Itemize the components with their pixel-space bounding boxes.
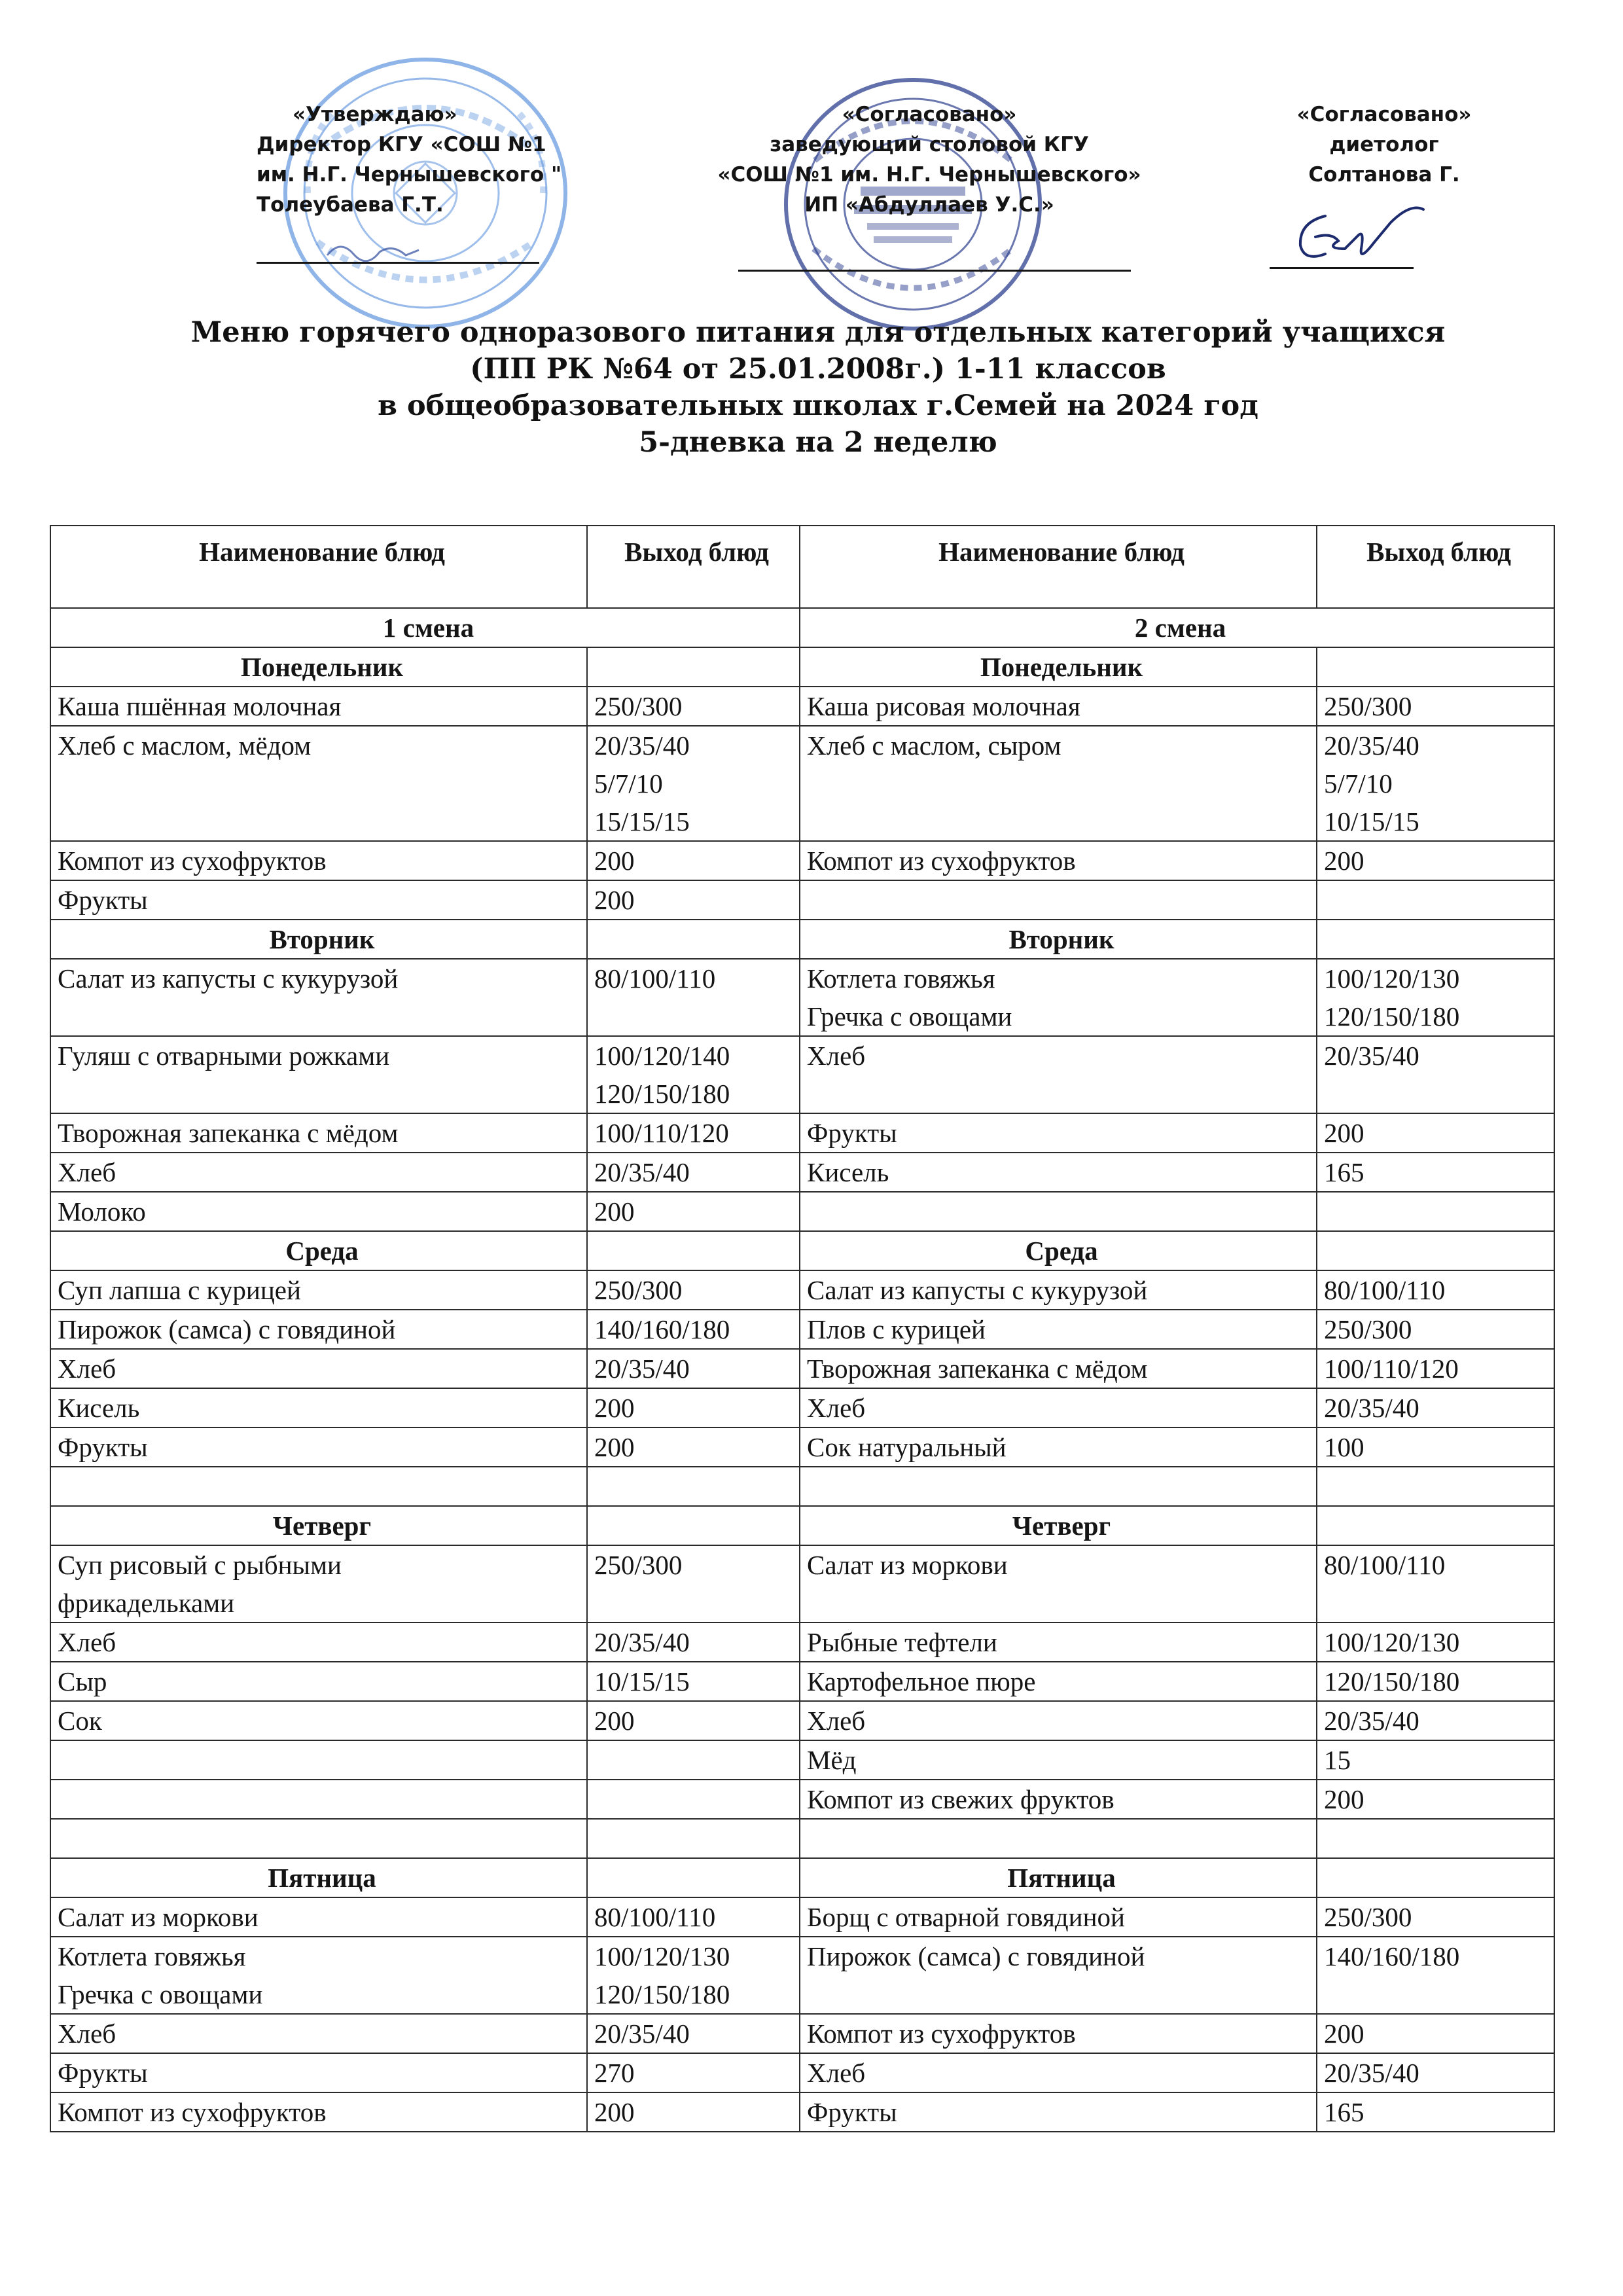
- dish-yield-shift-1: 200: [587, 1192, 800, 1231]
- dish-yield-shift-2: 20/35/40: [1317, 1036, 1554, 1113]
- director-signature-icon: [321, 236, 425, 268]
- header-dish-yield: Выход блюд: [1317, 526, 1554, 608]
- table-row: [50, 1662, 1554, 1701]
- day-label-shift-2: Четверг: [800, 1506, 1317, 1545]
- dish-name-shift-1: Молоко: [50, 1192, 587, 1231]
- empty-cell: [1317, 1858, 1554, 1897]
- dish-name-shift-1: Котлета говяжья Гречка с овощами: [50, 1937, 587, 2014]
- dish-yield-shift-2: 100/110/120: [1317, 1349, 1554, 1388]
- table-row: [50, 1545, 1554, 1623]
- dish-yield-shift-1: 250/300: [587, 687, 800, 726]
- dish-name-shift-1: Хлеб: [50, 1153, 587, 1192]
- dish-name-shift-2: Хлеб: [800, 1701, 1317, 1740]
- dish-yield-shift-2: 250/300: [1317, 687, 1554, 726]
- day-row: [50, 647, 1554, 687]
- header-dish-name: Наименование блюд: [800, 526, 1317, 608]
- dish-name-shift-1: Фрукты: [50, 1427, 587, 1467]
- dish-name-shift-1: Гуляш с отварными рожками: [50, 1036, 587, 1113]
- table-row: [50, 1897, 1554, 1937]
- dish-name-shift-2: Картофельное пюре: [800, 1662, 1317, 1701]
- day-label-shift-2: Пятница: [800, 1858, 1317, 1897]
- dish-name-shift-2: Хлеб: [800, 2053, 1317, 2092]
- dish-name-shift-1: [50, 1740, 587, 1780]
- empty-cell: [1317, 920, 1554, 959]
- approval-heading: «Согласовано»: [1296, 103, 1472, 126]
- dish-yield-shift-1: 100/120/140 120/150/180: [587, 1036, 800, 1113]
- table-row: [50, 1937, 1554, 2014]
- table-row: [50, 1780, 1554, 1819]
- empty-cell: [587, 1858, 800, 1897]
- empty-cell: [587, 647, 800, 687]
- table-row: [50, 687, 1554, 726]
- table-row: [50, 1701, 1554, 1740]
- dish-name-shift-2: Мёд: [800, 1740, 1317, 1780]
- dish-yield-shift-2: 80/100/110: [1317, 1270, 1554, 1310]
- title-line: 5-дневка на 2 неделю: [639, 426, 997, 459]
- dish-name-shift-2: Хлеб с маслом, сыром: [800, 726, 1317, 841]
- dish-yield-shift-1: 80/100/110: [587, 1897, 800, 1937]
- dish-name-shift-2: Фрукты: [800, 2092, 1317, 2132]
- dish-yield-shift-2: 200: [1317, 841, 1554, 880]
- dish-name-shift-2: Рыбные тефтели: [800, 1623, 1317, 1662]
- dish-yield-shift-1: 20/35/40: [587, 1153, 800, 1192]
- approval-organization: «СОШ №1 им. Н.Г. Чернышевского»: [717, 163, 1141, 187]
- dish-yield-shift-2: 200: [1317, 1780, 1554, 1819]
- table-row: [50, 1388, 1554, 1427]
- dish-yield-shift-2: 140/160/180: [1317, 1937, 1554, 2014]
- empty-cell: [1317, 1506, 1554, 1545]
- dish-name-shift-1: Хлеб: [50, 1623, 587, 1662]
- shift-row: [50, 608, 1554, 647]
- dish-name-shift-1: Хлеб: [50, 2014, 587, 2053]
- approval-position: Директор КГУ «СОШ №1: [257, 133, 546, 156]
- header-dish-yield: Выход блюд: [587, 526, 800, 608]
- approval-position: диетолог: [1329, 133, 1439, 156]
- dish-yield-shift-1: 200: [587, 1701, 800, 1740]
- dish-name-shift-2: Сок натуральный: [800, 1427, 1317, 1467]
- dish-yield-shift-2: [1317, 1192, 1554, 1231]
- empty-cell: [587, 920, 800, 959]
- approval-heading: «Утверждаю»: [293, 103, 457, 126]
- dish-name-shift-2: Компот из сухофруктов: [800, 841, 1317, 880]
- dish-name-shift-1: Компот из сухофруктов: [50, 2092, 587, 2132]
- approval-person: Толеубаева Г.Т.: [257, 193, 444, 217]
- dish-yield-shift-1: 200: [587, 880, 800, 920]
- dish-name-shift-1: Суп лапша с курицей: [50, 1270, 587, 1310]
- day-label-shift-2: Вторник: [800, 920, 1317, 959]
- dish-yield-shift-2: 20/35/40: [1317, 1388, 1554, 1427]
- table-row: [50, 880, 1554, 920]
- empty-cell: [587, 1506, 800, 1545]
- title-line: Меню горячего одноразового питания для отдельных категорий учащихся: [190, 316, 1446, 349]
- dish-name-shift-2: Салат из моркови: [800, 1545, 1317, 1623]
- dish-yield-shift-2: [1317, 1819, 1554, 1858]
- dish-yield-shift-2: 100: [1317, 1427, 1554, 1467]
- empty-cell: [587, 1231, 800, 1270]
- day-label-shift-2: Среда: [800, 1231, 1317, 1270]
- table-row: [50, 841, 1554, 880]
- dish-yield-shift-2: 250/300: [1317, 1310, 1554, 1349]
- dish-name-shift-2: [800, 880, 1317, 920]
- menu-table-body: [50, 608, 1554, 2132]
- approval-position: заведующий столовой КГУ: [770, 133, 1089, 156]
- dish-name-shift-1: Компот из сухофруктов: [50, 841, 587, 880]
- dish-name-shift-2: Компот из свежих фруктов: [800, 1780, 1317, 1819]
- menu-table: [50, 525, 1555, 2132]
- dish-name-shift-2: [800, 1467, 1317, 1506]
- dish-yield-shift-1: 100/110/120: [587, 1113, 800, 1153]
- dish-name-shift-1: [50, 1780, 587, 1819]
- dish-name-shift-2: Плов с курицей: [800, 1310, 1317, 1349]
- dish-yield-shift-2: 200: [1317, 1113, 1554, 1153]
- dish-yield-shift-2: 100/120/130: [1317, 1623, 1554, 1662]
- dish-name-shift-1: [50, 1819, 587, 1858]
- dish-name-shift-1: Каша пшённая молочная: [50, 687, 587, 726]
- dish-name-shift-1: Сок: [50, 1701, 587, 1740]
- dish-name-shift-1: Кисель: [50, 1388, 587, 1427]
- dish-yield-shift-2: 20/35/40 5/7/10 10/15/15: [1317, 726, 1554, 841]
- table-row: [50, 1310, 1554, 1349]
- dish-yield-shift-1: 270: [587, 2053, 800, 2092]
- dish-yield-shift-1: 80/100/110: [587, 959, 800, 1036]
- dish-name-shift-2: Каша рисовая молочная: [800, 687, 1317, 726]
- dietitian-signature-icon: [1286, 196, 1436, 268]
- table-row: [50, 1192, 1554, 1231]
- dish-name-shift-2: Творожная запеканка с мёдом: [800, 1349, 1317, 1388]
- dish-yield-shift-2: 80/100/110: [1317, 1545, 1554, 1623]
- day-label-shift-1: Вторник: [50, 920, 587, 959]
- dish-yield-shift-2: 20/35/40: [1317, 2053, 1554, 2092]
- dish-yield-shift-2: 200: [1317, 2014, 1554, 2053]
- table-row: [50, 959, 1554, 1036]
- dish-name-shift-1: Салат из капусты с кукурузой: [50, 959, 587, 1036]
- dish-yield-shift-1: 20/35/40: [587, 1349, 800, 1388]
- table-row: [50, 2014, 1554, 2053]
- header-dish-name: Наименование блюд: [50, 526, 587, 608]
- dish-name-shift-2: Хлеб: [800, 1388, 1317, 1427]
- title-line: в общеобразовательных школах г.Семей на 2024 год: [378, 389, 1258, 422]
- table-row: [50, 1349, 1554, 1388]
- dish-yield-shift-2: 165: [1317, 2092, 1554, 2132]
- dish-name-shift-2: Салат из капусты с кукурузой: [800, 1270, 1317, 1310]
- table-row: [50, 1270, 1554, 1310]
- approval-person: ИП «Абдуллаев У.С.»: [804, 193, 1054, 217]
- dish-yield-shift-1: 20/35/40 5/7/10 15/15/15: [587, 726, 800, 841]
- dish-yield-shift-2: [1317, 1467, 1554, 1506]
- day-label-shift-1: Понедельник: [50, 647, 587, 687]
- shift-2-label: 2 смена: [800, 608, 1554, 647]
- dish-yield-shift-1: 20/35/40: [587, 1623, 800, 1662]
- dish-yield-shift-1: 200: [587, 1388, 800, 1427]
- table-row: [50, 1623, 1554, 1662]
- dish-yield-shift-2: 20/35/40: [1317, 1701, 1554, 1740]
- dish-name-shift-1: Хлеб: [50, 1349, 587, 1388]
- dish-name-shift-2: [800, 1819, 1317, 1858]
- day-label-shift-1: Четверг: [50, 1506, 587, 1545]
- dish-yield-shift-1: 140/160/180: [587, 1310, 800, 1349]
- table-row: [50, 2053, 1554, 2092]
- dish-yield-shift-1: [587, 1740, 800, 1780]
- dish-name-shift-1: Пирожок (самса) с говядиной: [50, 1310, 587, 1349]
- dish-name-shift-1: Творожная запеканка с мёдом: [50, 1113, 587, 1153]
- table-row: [50, 1427, 1554, 1467]
- dish-yield-shift-1: 200: [587, 1427, 800, 1467]
- document-title: [105, 314, 1531, 461]
- dish-name-shift-2: Фрукты: [800, 1113, 1317, 1153]
- dish-yield-shift-1: [587, 1819, 800, 1858]
- signature-line: [738, 270, 1131, 272]
- table-header-row: [50, 526, 1554, 608]
- dish-name-shift-1: Суп рисовый с рыбными фрикадельками: [50, 1545, 587, 1623]
- approval-director: [257, 99, 562, 220]
- day-row: [50, 1858, 1554, 1897]
- dish-yield-shift-2: 120/150/180: [1317, 1662, 1554, 1701]
- dish-name-shift-1: Салат из моркови: [50, 1897, 587, 1937]
- dish-name-shift-2: Компот из сухофруктов: [800, 2014, 1317, 2053]
- title-line: (ПП РК №64 от 25.01.2008г.) 1-11 классов: [470, 353, 1166, 386]
- dish-yield-shift-1: 10/15/15: [587, 1662, 800, 1701]
- approval-heading: «Согласовано»: [842, 103, 1017, 126]
- dish-name-shift-2: Хлеб: [800, 1036, 1317, 1113]
- dish-yield-shift-2: 165: [1317, 1153, 1554, 1192]
- table-row: [50, 1113, 1554, 1153]
- dish-name-shift-1: Фрукты: [50, 2053, 587, 2092]
- empty-cell: [1317, 647, 1554, 687]
- table-row: [50, 1153, 1554, 1192]
- dish-yield-shift-2: 15: [1317, 1740, 1554, 1780]
- day-label-shift-1: Среда: [50, 1231, 587, 1270]
- day-row: [50, 1506, 1554, 1545]
- shift-1-label: 1 смена: [50, 608, 800, 647]
- dish-name-shift-2: Котлета говяжья Гречка с овощами: [800, 959, 1317, 1036]
- dish-name-shift-1: Хлеб с маслом, мёдом: [50, 726, 587, 841]
- dish-yield-shift-2: 250/300: [1317, 1897, 1554, 1937]
- table-row: [50, 2092, 1554, 2132]
- dish-yield-shift-1: [587, 1780, 800, 1819]
- approval-dietitian: [1247, 99, 1522, 190]
- approval-person: Солтанова Г.: [1308, 163, 1460, 187]
- dish-yield-shift-2: [1317, 880, 1554, 920]
- dish-yield-shift-1: 250/300: [587, 1545, 800, 1623]
- dish-name-shift-2: Борщ с отварной говядиной: [800, 1897, 1317, 1937]
- dish-name-shift-2: Пирожок (самса) с говядиной: [800, 1937, 1317, 2014]
- dish-name-shift-1: Сыр: [50, 1662, 587, 1701]
- dish-yield-shift-1: 200: [587, 2092, 800, 2132]
- table-row: [50, 726, 1554, 841]
- empty-cell: [1317, 1231, 1554, 1270]
- dish-yield-shift-1: [587, 1467, 800, 1506]
- day-label-shift-2: Понедельник: [800, 647, 1317, 687]
- day-row: [50, 920, 1554, 959]
- approval-canteen: [681, 99, 1178, 220]
- dish-name-shift-1: Фрукты: [50, 880, 587, 920]
- approval-organization: им. Н.Г. Чернышевского ": [257, 163, 562, 187]
- dish-yield-shift-1: 20/35/40: [587, 2014, 800, 2053]
- table-row: [50, 1819, 1554, 1858]
- dish-yield-shift-1: 200: [587, 841, 800, 880]
- dish-name-shift-1: [50, 1467, 587, 1506]
- table-row: [50, 1467, 1554, 1506]
- dish-yield-shift-2: 100/120/130 120/150/180: [1317, 959, 1554, 1036]
- dish-yield-shift-1: 250/300: [587, 1270, 800, 1310]
- day-label-shift-1: Пятница: [50, 1858, 587, 1897]
- day-row: [50, 1231, 1554, 1270]
- table-row: [50, 1036, 1554, 1113]
- dish-name-shift-2: [800, 1192, 1317, 1231]
- table-row: [50, 1740, 1554, 1780]
- dish-yield-shift-1: 100/120/130 120/150/180: [587, 1937, 800, 2014]
- dish-name-shift-2: Кисель: [800, 1153, 1317, 1192]
